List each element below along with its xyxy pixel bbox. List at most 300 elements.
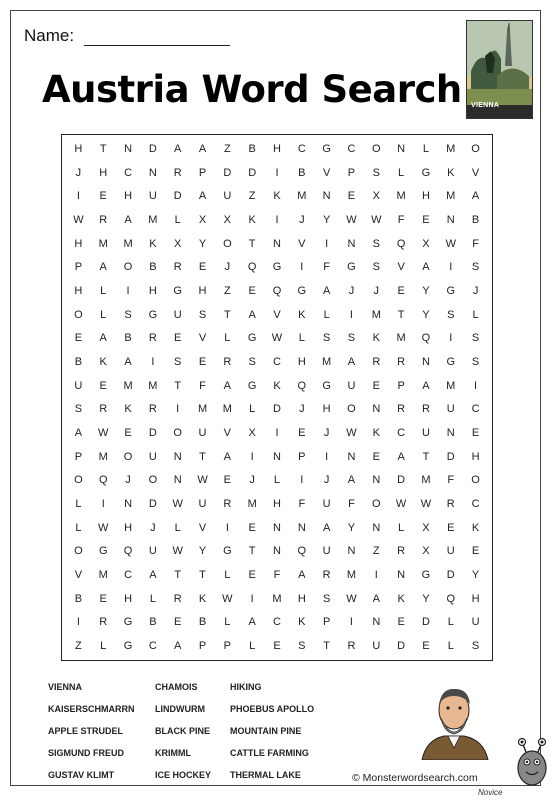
grid-letter[interactable]: Z	[75, 640, 82, 653]
grid-letter[interactable]: V	[471, 166, 480, 179]
grid-letter[interactable]: E	[99, 592, 107, 605]
grid-letter[interactable]: M	[396, 190, 406, 203]
grid-letter[interactable]: M	[148, 213, 158, 226]
grid-letter[interactable]: K	[298, 616, 306, 629]
grid-letter[interactable]: E	[99, 190, 107, 203]
grid-letter[interactable]: R	[322, 569, 331, 582]
grid-letter[interactable]: P	[74, 261, 83, 274]
grid-letter[interactable]: S	[471, 640, 480, 653]
grid-letter[interactable]: I	[101, 498, 105, 511]
grid-letter[interactable]: L	[224, 569, 231, 582]
grid-letter[interactable]: A	[397, 450, 405, 463]
grid-letter[interactable]: A	[248, 616, 256, 629]
grid-letter[interactable]: N	[347, 450, 356, 463]
grid-letter[interactable]: M	[346, 569, 357, 582]
grid-letter[interactable]: A	[322, 284, 331, 297]
grid-letter[interactable]: M	[421, 474, 431, 487]
grid-letter[interactable]: D	[273, 403, 281, 416]
grid-letter[interactable]: X	[422, 237, 430, 250]
grid-letter[interactable]: K	[198, 592, 207, 605]
grid-letter[interactable]: A	[347, 355, 356, 368]
grid-letter[interactable]: G	[247, 379, 257, 392]
grid-letter[interactable]: T	[248, 237, 256, 250]
grid-letter[interactable]: J	[224, 261, 231, 274]
grid-letter[interactable]: U	[421, 427, 430, 440]
grid-letter[interactable]: A	[99, 261, 107, 274]
grid-letter[interactable]: L	[323, 308, 330, 321]
grid-letter[interactable]: R	[421, 403, 430, 416]
grid-letter[interactable]: I	[275, 427, 279, 440]
grid-letter[interactable]: I	[325, 237, 329, 250]
grid-letter[interactable]: I	[176, 403, 180, 416]
grid-letter[interactable]: I	[449, 261, 453, 274]
grid-letter[interactable]: A	[422, 379, 430, 392]
grid-letter[interactable]: A	[124, 355, 132, 368]
grid-letter[interactable]: N	[397, 142, 406, 155]
grid-letter[interactable]: R	[148, 403, 157, 416]
grid-letter[interactable]: A	[74, 427, 83, 440]
grid-letter[interactable]: E	[248, 569, 256, 582]
grid-letter[interactable]: L	[100, 284, 107, 297]
grid-letter[interactable]: L	[398, 166, 405, 179]
grid-letter[interactable]: N	[322, 190, 331, 203]
grid-letter[interactable]: I	[474, 379, 478, 392]
grid-letter[interactable]: N	[372, 474, 381, 487]
grid-letter[interactable]: R	[372, 355, 381, 368]
grid-letter[interactable]: P	[198, 166, 207, 179]
grid-letter[interactable]: W	[197, 474, 208, 487]
grid-letter[interactable]: N	[446, 427, 455, 440]
grid-letter[interactable]: U	[446, 545, 455, 558]
grid-letter[interactable]: J	[348, 284, 355, 297]
grid-letter[interactable]: T	[323, 640, 330, 653]
grid-letter[interactable]: G	[421, 569, 431, 582]
grid-letter[interactable]: E	[422, 213, 430, 226]
grid-letter[interactable]: F	[397, 213, 405, 226]
grid-letter[interactable]: X	[198, 213, 207, 226]
grid-letter[interactable]: E	[447, 521, 455, 534]
grid-letter[interactable]: G	[123, 616, 133, 629]
grid-letter[interactable]: W	[172, 498, 183, 511]
grid-letter[interactable]: S	[372, 166, 380, 179]
grid-letter[interactable]: X	[422, 545, 430, 558]
grid-letter[interactable]: R	[99, 213, 108, 226]
grid-letter[interactable]: J	[150, 521, 156, 534]
grid-letter[interactable]: L	[75, 498, 82, 511]
grid-letter[interactable]: I	[300, 474, 304, 487]
grid-letter[interactable]: T	[99, 142, 107, 155]
grid-letter[interactable]: M	[297, 190, 307, 203]
grid-letter[interactable]: S	[298, 640, 306, 653]
grid-letter[interactable]: Y	[422, 308, 430, 321]
grid-letter[interactable]: A	[174, 640, 182, 653]
grid-letter[interactable]: E	[298, 427, 306, 440]
grid-letter[interactable]: V	[322, 166, 331, 179]
grid-letter[interactable]: H	[322, 403, 331, 416]
grid-letter[interactable]: I	[275, 166, 279, 179]
grid-letter[interactable]: V	[223, 427, 232, 440]
grid-letter[interactable]: A	[174, 142, 182, 155]
grid-letter[interactable]: P	[198, 640, 207, 653]
grid-letter[interactable]: N	[372, 521, 381, 534]
grid-letter[interactable]: I	[325, 450, 329, 463]
grid-letter[interactable]: P	[397, 379, 405, 392]
grid-letter[interactable]: K	[273, 379, 281, 392]
grid-letter[interactable]: L	[224, 616, 231, 629]
grid-letter[interactable]: A	[223, 379, 232, 392]
grid-letter[interactable]: G	[98, 545, 108, 558]
grid-letter[interactable]: W	[346, 427, 357, 440]
grid-letter[interactable]: R	[173, 592, 182, 605]
grid-letter[interactable]: F	[298, 498, 306, 511]
grid-letter[interactable]: E	[174, 616, 182, 629]
grid-letter[interactable]: L	[100, 640, 107, 653]
grid-letter[interactable]: F	[273, 569, 281, 582]
grid-letter[interactable]: L	[174, 213, 181, 226]
grid-letter[interactable]: B	[124, 332, 132, 345]
grid-letter[interactable]: H	[99, 166, 108, 179]
grid-letter[interactable]: Q	[446, 592, 456, 605]
grid-letter[interactable]: I	[225, 521, 229, 534]
grid-letter[interactable]: H	[273, 498, 281, 511]
grid-letter[interactable]: O	[372, 142, 381, 155]
grid-letter[interactable]: G	[223, 545, 232, 558]
grid-letter[interactable]: R	[397, 403, 406, 416]
grid-letter[interactable]: O	[471, 142, 480, 155]
grid-letter[interactable]: N	[124, 142, 133, 155]
grid-letter[interactable]: D	[148, 142, 157, 155]
grid-letter[interactable]: J	[125, 474, 131, 487]
grid-letter[interactable]: X	[422, 521, 430, 534]
grid-letter[interactable]: N	[273, 521, 281, 534]
grid-letter[interactable]: E	[248, 284, 256, 297]
grid-letter[interactable]: G	[446, 284, 456, 297]
grid-letter[interactable]: G	[247, 332, 257, 345]
grid-letter[interactable]: O	[74, 308, 83, 321]
grid-letter[interactable]: V	[198, 332, 207, 345]
grid-letter[interactable]: E	[273, 640, 281, 653]
grid-letter[interactable]: V	[397, 261, 405, 274]
grid-letter[interactable]: R	[99, 403, 108, 416]
grid-letter[interactable]: A	[99, 332, 107, 345]
grid-letter[interactable]: T	[223, 308, 231, 321]
grid-letter[interactable]: B	[74, 592, 83, 605]
grid-letter[interactable]: B	[471, 213, 480, 226]
grid-letter[interactable]: H	[124, 190, 133, 203]
grid-letter[interactable]: P	[223, 640, 232, 653]
grid-letter[interactable]: U	[347, 379, 356, 392]
grid-letter[interactable]: R	[223, 498, 232, 511]
grid-letter[interactable]: I	[250, 450, 254, 463]
grid-letter[interactable]: W	[98, 427, 109, 440]
grid-letter[interactable]: O	[471, 474, 480, 487]
grid-letter[interactable]: N	[446, 213, 455, 226]
grid-letter[interactable]: L	[422, 142, 429, 155]
grid-letter[interactable]: K	[447, 166, 455, 179]
grid-letter[interactable]: X	[372, 190, 380, 203]
grid-letter[interactable]: P	[347, 166, 356, 179]
grid-letter[interactable]: K	[372, 332, 380, 345]
grid-letter[interactable]: A	[471, 190, 480, 203]
grid-letter[interactable]: E	[99, 379, 107, 392]
grid-letter[interactable]: W	[420, 498, 432, 511]
grid-letter[interactable]: N	[397, 569, 406, 582]
grid-letter[interactable]: R	[173, 261, 182, 274]
grid-letter[interactable]: C	[471, 403, 480, 416]
grid-letter[interactable]: M	[322, 355, 332, 368]
grid-letter[interactable]: H	[74, 237, 83, 250]
grid-letter[interactable]: M	[123, 237, 133, 250]
grid-letter[interactable]: M	[98, 450, 108, 463]
grid-letter[interactable]: I	[76, 616, 80, 629]
grid-letter[interactable]: H	[124, 521, 133, 534]
grid-letter[interactable]: Q	[247, 261, 257, 274]
grid-letter[interactable]: E	[471, 427, 480, 440]
grid-letter[interactable]: H	[273, 142, 281, 155]
grid-letter[interactable]: N	[173, 474, 182, 487]
grid-letter[interactable]: T	[199, 450, 206, 463]
grid-letter[interactable]: G	[347, 261, 356, 274]
grid-letter[interactable]: H	[74, 284, 83, 297]
grid-letter[interactable]: N	[173, 450, 182, 463]
grid-letter[interactable]: M	[98, 569, 108, 582]
grid-letter[interactable]: L	[298, 332, 305, 345]
grid-letter[interactable]: G	[322, 142, 331, 155]
grid-letter[interactable]: O	[123, 261, 133, 274]
grid-letter[interactable]: U	[198, 427, 207, 440]
grid-letter[interactable]: R	[397, 545, 406, 558]
grid-letter[interactable]: W	[445, 237, 456, 250]
grid-letter[interactable]: S	[174, 355, 182, 368]
grid-letter[interactable]: J	[323, 474, 330, 487]
grid-letter[interactable]: V	[198, 521, 207, 534]
grid-letter[interactable]: R	[347, 640, 356, 653]
grid-letter[interactable]: A	[198, 142, 207, 155]
grid-letter[interactable]: F	[447, 474, 455, 487]
grid-letter[interactable]: L	[100, 308, 107, 321]
grid-letter[interactable]: N	[372, 616, 381, 629]
grid-letter[interactable]: A	[422, 261, 430, 274]
grid-letter[interactable]: K	[248, 213, 256, 226]
grid-letter[interactable]: T	[199, 569, 206, 582]
grid-letter[interactable]: T	[397, 308, 405, 321]
grid-letter[interactable]: S	[447, 308, 455, 321]
grid-letter[interactable]: N	[372, 403, 381, 416]
grid-letter[interactable]: J	[323, 427, 330, 440]
grid-letter[interactable]: G	[148, 308, 158, 321]
grid-letter[interactable]: Z	[223, 284, 231, 297]
grid-letter[interactable]: E	[471, 545, 480, 558]
grid-letter[interactable]: R	[173, 166, 182, 179]
grid-letter[interactable]: B	[198, 616, 207, 629]
grid-letter[interactable]: S	[471, 332, 480, 345]
grid-letter[interactable]: L	[472, 308, 479, 321]
grid-letter[interactable]: S	[372, 261, 380, 274]
grid-letter[interactable]: A	[347, 474, 356, 487]
grid-letter[interactable]: N	[273, 237, 281, 250]
grid-letter[interactable]: O	[372, 498, 381, 511]
grid-letter[interactable]: K	[124, 403, 132, 416]
grid-letter[interactable]: R	[397, 355, 406, 368]
grid-letter[interactable]: G	[173, 284, 182, 297]
grid-letter[interactable]: J	[75, 166, 82, 179]
grid-letter[interactable]: Y	[322, 213, 331, 226]
grid-letter[interactable]: L	[447, 616, 454, 629]
grid-letter[interactable]: E	[422, 640, 430, 653]
grid-letter[interactable]: I	[76, 190, 80, 203]
grid-letter[interactable]: H	[74, 142, 83, 155]
grid-letter[interactable]: Q	[98, 474, 108, 487]
grid-letter[interactable]: K	[298, 308, 306, 321]
grid-letter[interactable]: Y	[422, 592, 430, 605]
grid-letter[interactable]: X	[174, 237, 182, 250]
grid-letter[interactable]: E	[397, 616, 405, 629]
grid-letter[interactable]: U	[198, 498, 207, 511]
grid-letter[interactable]: H	[297, 592, 306, 605]
grid-letter[interactable]: A	[124, 213, 132, 226]
grid-letter[interactable]: Q	[396, 237, 406, 250]
grid-letter[interactable]: F	[323, 261, 330, 274]
grid-letter[interactable]: Q	[123, 545, 133, 558]
grid-letter[interactable]: H	[471, 592, 480, 605]
grid-letter[interactable]: N	[273, 545, 281, 558]
grid-letter[interactable]: B	[74, 355, 83, 368]
name-field-line[interactable]	[84, 29, 230, 46]
grid-letter[interactable]: A	[223, 450, 232, 463]
grid-letter[interactable]: M	[446, 379, 456, 392]
grid-letter[interactable]: L	[249, 403, 256, 416]
grid-letter[interactable]: V	[273, 308, 281, 321]
grid-letter[interactable]: D	[148, 498, 157, 511]
grid-letter[interactable]: V	[74, 569, 83, 582]
grid-letter[interactable]: M	[446, 142, 456, 155]
grid-letter[interactable]: F	[199, 379, 206, 392]
grid-letter[interactable]: E	[372, 379, 380, 392]
grid-letter[interactable]: G	[421, 166, 431, 179]
grid-letter[interactable]: I	[374, 569, 378, 582]
grid-letter[interactable]: S	[74, 403, 83, 416]
grid-letter[interactable]: D	[446, 569, 455, 582]
grid-letter[interactable]: D	[446, 450, 455, 463]
grid-letter[interactable]: G	[322, 379, 331, 392]
grid-letter[interactable]: U	[173, 308, 182, 321]
grid-letter[interactable]: I	[300, 261, 304, 274]
grid-letter[interactable]: U	[322, 498, 331, 511]
grid-letter[interactable]: Y	[471, 569, 480, 582]
grid-letter[interactable]: M	[123, 379, 133, 392]
grid-letter[interactable]: O	[123, 450, 133, 463]
grid-letter[interactable]: F	[472, 237, 479, 250]
grid-letter[interactable]: A	[322, 521, 331, 534]
grid-letter[interactable]: C	[397, 427, 406, 440]
grid-letter[interactable]: A	[248, 308, 256, 321]
grid-letter[interactable]: P	[74, 450, 83, 463]
grid-letter[interactable]: M	[247, 498, 257, 511]
grid-letter[interactable]: B	[149, 616, 157, 629]
grid-letter[interactable]: G	[297, 284, 307, 297]
grid-letter[interactable]: O	[74, 545, 83, 558]
grid-letter[interactable]: E	[347, 190, 356, 203]
grid-letter[interactable]: C	[148, 640, 157, 653]
grid-letter[interactable]: P	[298, 450, 306, 463]
grid-letter[interactable]: Y	[422, 284, 430, 297]
grid-letter[interactable]: W	[346, 592, 357, 605]
grid-letter[interactable]: J	[472, 284, 479, 297]
grid-letter[interactable]: N	[347, 237, 356, 250]
grid-letter[interactable]: C	[273, 616, 281, 629]
grid-letter[interactable]: C	[273, 355, 281, 368]
grid-letter[interactable]: A	[198, 190, 207, 203]
grid-letter[interactable]: Q	[297, 379, 307, 392]
grid-letter[interactable]: K	[397, 592, 405, 605]
grid-letter[interactable]: W	[271, 332, 283, 345]
grid-letter[interactable]: H	[148, 284, 157, 297]
grid-letter[interactable]: L	[398, 521, 405, 534]
grid-letter[interactable]: C	[124, 166, 133, 179]
grid-letter[interactable]: T	[174, 569, 182, 582]
grid-letter[interactable]: E	[74, 332, 83, 345]
grid-letter[interactable]: R	[99, 616, 108, 629]
grid-letter[interactable]: S	[198, 308, 207, 321]
grid-letter[interactable]: S	[322, 332, 331, 345]
grid-letter[interactable]: J	[299, 403, 305, 416]
grid-letter[interactable]: Q	[272, 284, 282, 297]
grid-letter[interactable]: D	[397, 640, 406, 653]
grid-letter[interactable]: T	[248, 545, 256, 558]
grid-letter[interactable]: F	[348, 498, 355, 511]
grid-letter[interactable]: O	[347, 403, 356, 416]
grid-letter[interactable]: U	[322, 545, 331, 558]
grid-letter[interactable]: C	[471, 498, 480, 511]
grid-letter[interactable]: R	[446, 498, 455, 511]
grid-letter[interactable]: A	[372, 592, 380, 605]
grid-letter[interactable]: Y	[198, 545, 207, 558]
grid-letter[interactable]: E	[198, 261, 207, 274]
grid-letter[interactable]: Q	[421, 332, 431, 345]
grid-letter[interactable]: S	[248, 355, 256, 368]
grid-letter[interactable]: S	[322, 592, 331, 605]
grid-letter[interactable]: D	[248, 166, 257, 179]
grid-letter[interactable]: S	[471, 261, 480, 274]
grid-letter[interactable]: D	[148, 427, 157, 440]
grid-letter[interactable]: W	[371, 213, 382, 226]
grid-letter[interactable]: B	[298, 166, 306, 179]
grid-letter[interactable]: W	[98, 521, 109, 534]
grid-letter[interactable]: L	[174, 521, 181, 534]
grid-letter[interactable]: Z	[248, 190, 256, 203]
grid-letter[interactable]: L	[224, 332, 231, 345]
grid-letter[interactable]: M	[148, 379, 158, 392]
grid-letter[interactable]: P	[322, 616, 331, 629]
grid-letter[interactable]: U	[148, 545, 157, 558]
grid-letter[interactable]: N	[124, 498, 133, 511]
grid-letter[interactable]: L	[149, 592, 156, 605]
grid-letter[interactable]: K	[149, 237, 157, 250]
grid-letter[interactable]: W	[395, 498, 407, 511]
grid-letter[interactable]: G	[272, 261, 282, 274]
grid-letter[interactable]: B	[149, 261, 157, 274]
grid-letter[interactable]: Z	[223, 142, 231, 155]
grid-letter[interactable]: R	[148, 332, 157, 345]
grid-letter[interactable]: S	[471, 355, 480, 368]
grid-letter[interactable]: Y	[347, 521, 356, 534]
grid-letter[interactable]: M	[272, 592, 282, 605]
grid-letter[interactable]: H	[297, 355, 306, 368]
grid-letter[interactable]: I	[349, 308, 353, 321]
grid-letter[interactable]: K	[471, 521, 480, 534]
grid-letter[interactable]: M	[197, 403, 208, 416]
grid-letter[interactable]: J	[373, 284, 380, 297]
